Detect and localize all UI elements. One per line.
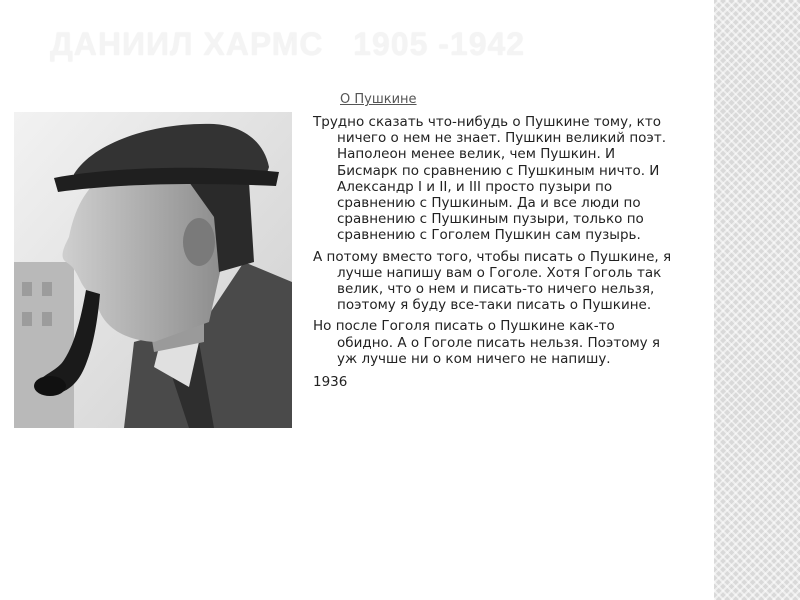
poem-title: О Пушкине: [340, 92, 417, 107]
portrait-photo: [14, 112, 292, 428]
poem-paragraph-1: Трудно сказать что-нибудь о Пушкине тому, кто ничего о нем не знает. Пушкин великий поэт. Наполеон менее велик, чем Пушкин. И Бисмарк по сравнению с Пушкиным ничто. И Александр I и II, и III просто пузыри по сравнению с Пушкиным. Да и все люди по сравнению с Пушкиным пузыри, только по сравнению с Гоголем Пушкин сам пузырь.: [313, 114, 666, 244]
poem-paragraph-2: А потому вместо того, чтобы писать о Пушкине, я лучше напишу вам о Гоголе. Хотя Гоголь так велик, что о нем и писать-то ничего нельзя, поэтому я буду все-таки писать о Пушкине.: [313, 248, 672, 314]
poem-year: 1936: [313, 374, 348, 391]
side-pattern-strip: [714, 0, 800, 600]
poem-paragraph-3: Но после Гоголя писать о Пушкине как-то обидно. А о Гоголе писать нельзя. Поэтому я уж лучше ни о ком ничего не напишу.: [313, 318, 661, 367]
portrait-illustration: [14, 112, 292, 428]
slide-title: ДАНИИЛ ХАРМС 1905 -1942: [50, 26, 526, 62]
poem-text: [313, 114, 673, 390]
